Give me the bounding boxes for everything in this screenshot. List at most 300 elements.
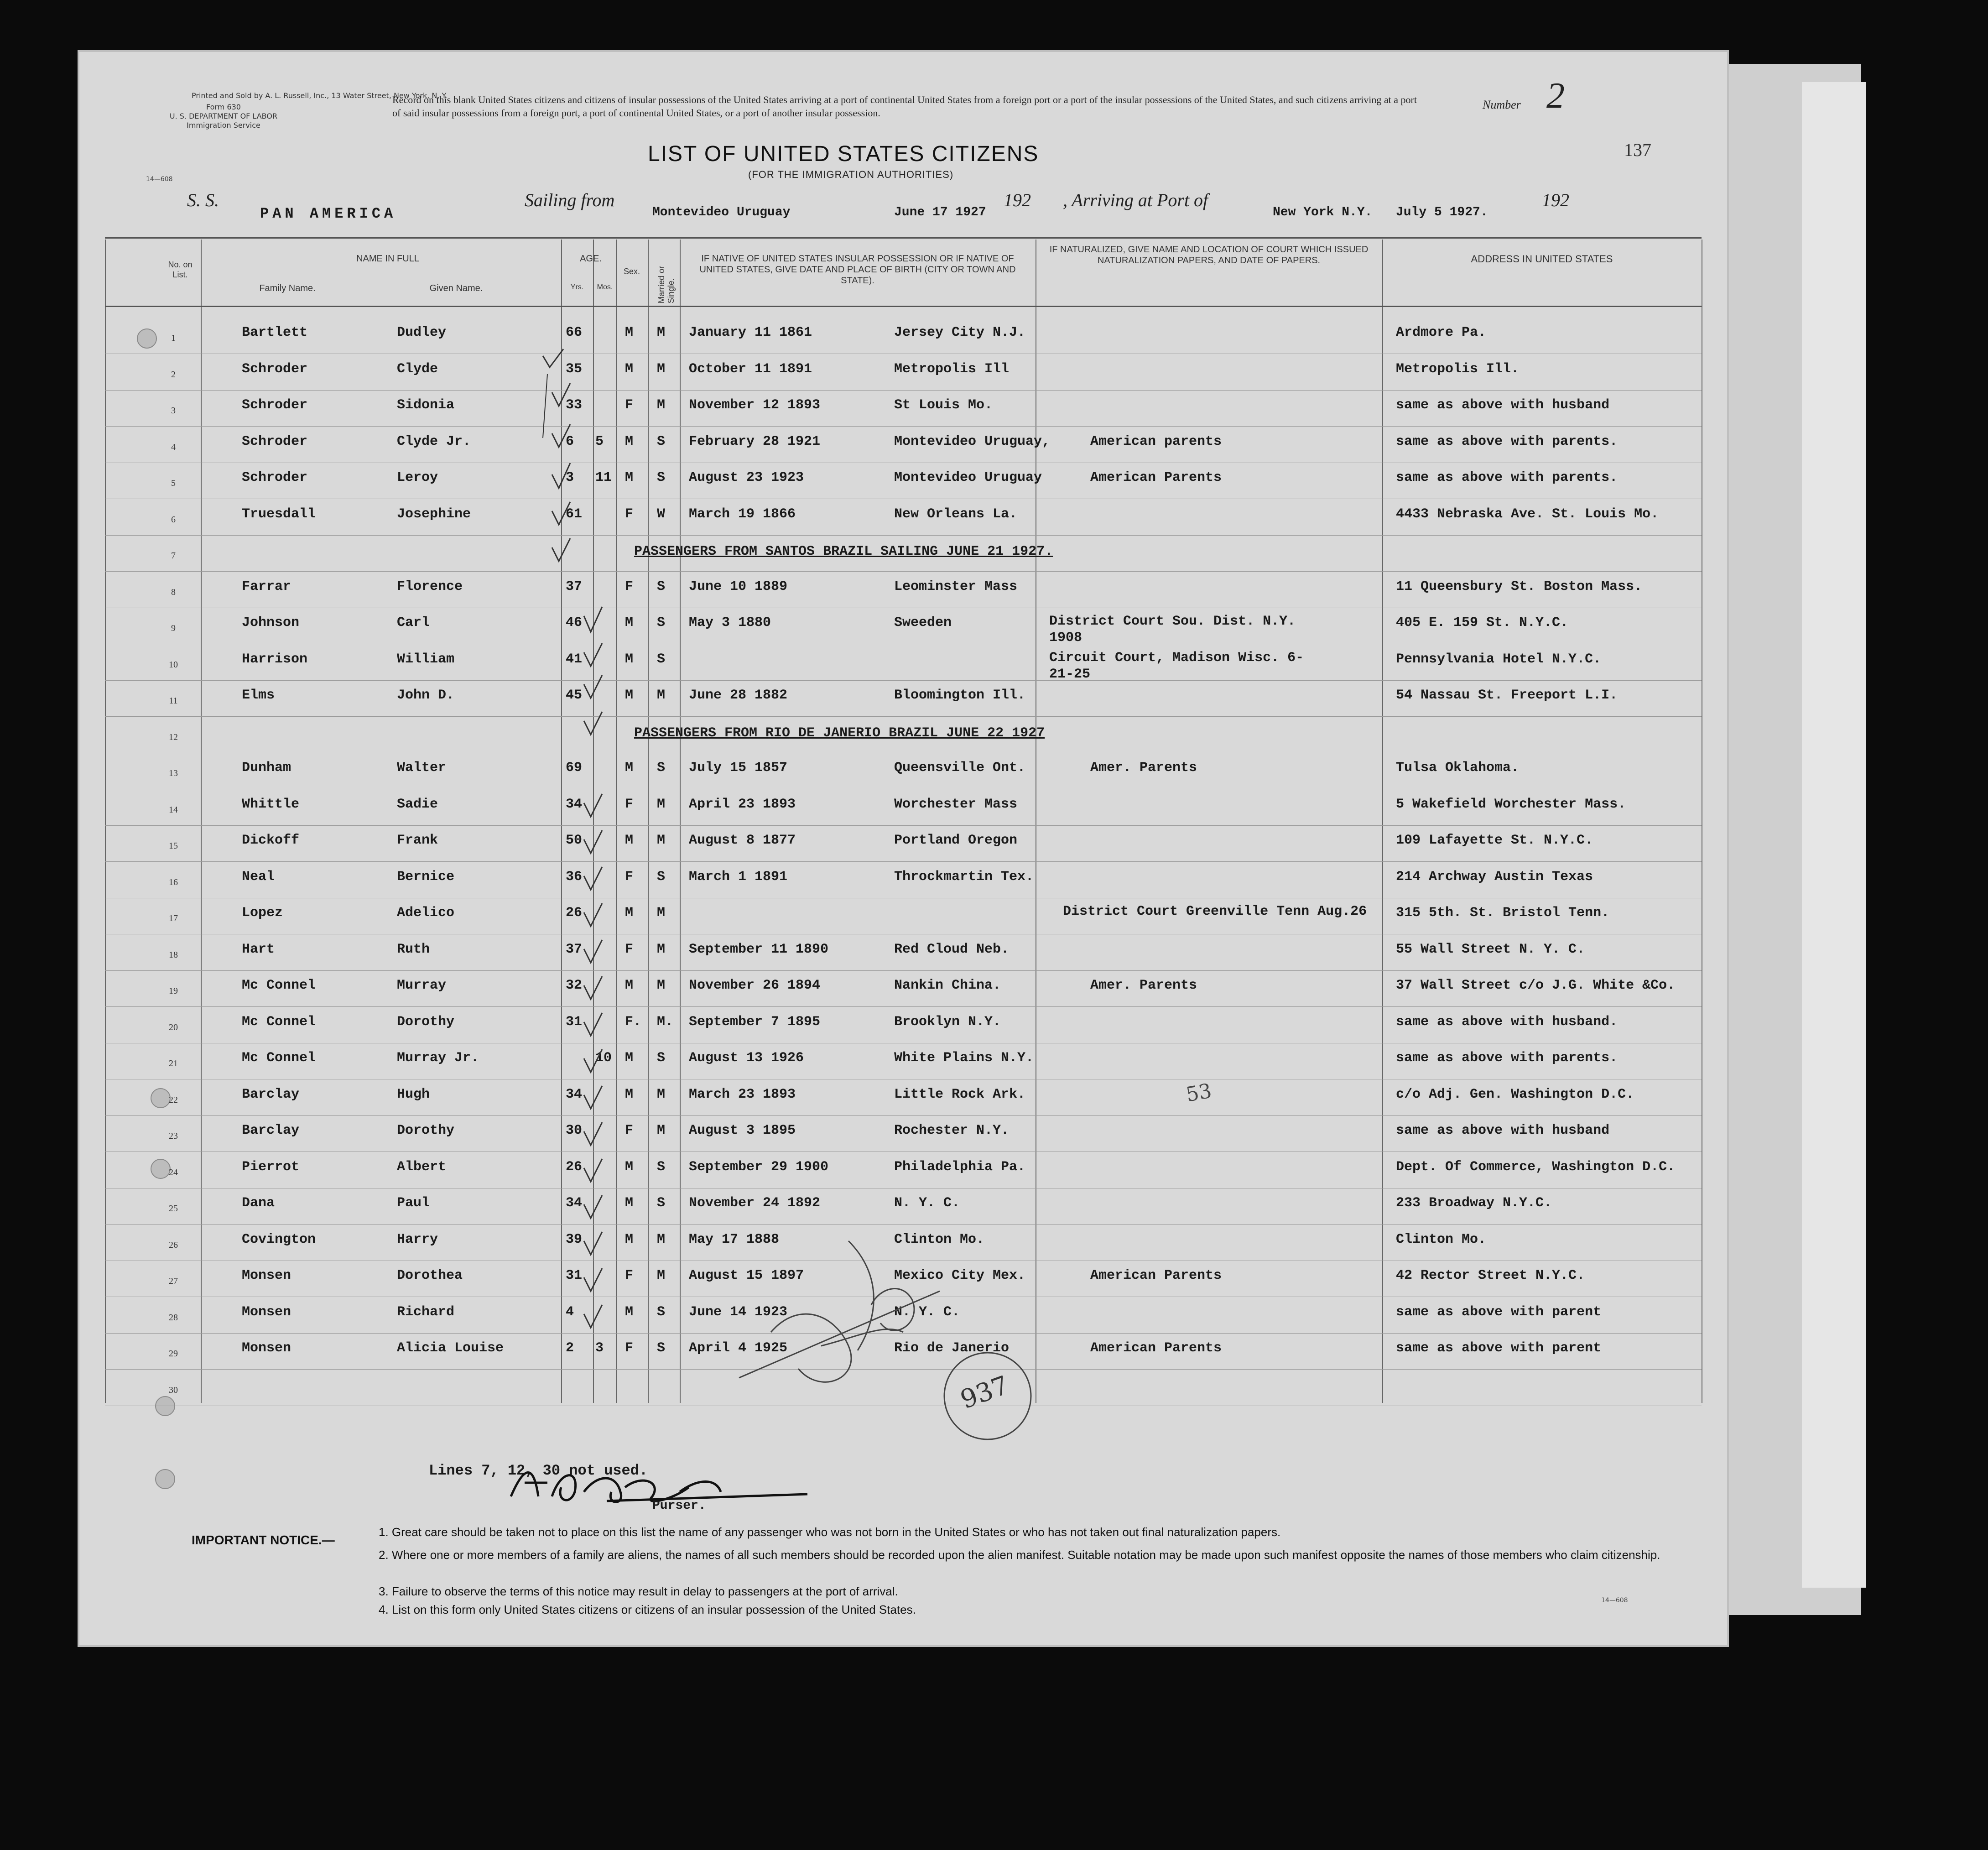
circled-note: 937 (957, 1370, 1013, 1415)
row-number: 22 (169, 1094, 178, 1105)
row-rule (105, 970, 1702, 971)
check-marks (538, 347, 630, 1360)
cell-address: Clinton Mo. (1396, 1231, 1487, 1247)
cell-ms: M (657, 1086, 666, 1102)
cell-given: Carl (397, 615, 430, 631)
cell-place: Philadelphia Pa. (894, 1159, 1026, 1175)
row-rule (105, 825, 1702, 826)
cell-note: Amer. Parents (1090, 760, 1197, 776)
cell-family: Farrar (242, 578, 291, 594)
cell-given: Sidonia (397, 397, 455, 413)
cell-sex: M (625, 1159, 634, 1175)
cell-address: 37 Wall Street c/o J.G. White &Co. (1396, 978, 1676, 993)
cell-ms: M (657, 833, 666, 848)
cell-sex: M (625, 615, 634, 631)
column-rule (201, 240, 202, 1403)
record-notice: Record on this blank United States citizens and citizens of insular possessions of the United States arriving at a port of continental United States from a foreign port or a port of the insular possessions of the United States, and such citizens arriving at a port of said insular possessions from a foreign port, a port of continental United States, or a port of another insular possession. (392, 94, 1417, 119)
cell-ms: M (657, 1123, 666, 1138)
cell-family: Lopez (242, 905, 283, 921)
cell-address: same as above with parents. (1396, 470, 1618, 485)
cell-place: N. Y. C. (894, 1195, 960, 1211)
row-number: 18 (169, 949, 178, 960)
cell-family: Schroder (242, 470, 308, 485)
cell-address: same as above with husband (1396, 1123, 1610, 1138)
column-header-rule (105, 306, 1702, 307)
col-family-name: Family Name. (259, 283, 316, 293)
cell-sex: M (625, 688, 634, 703)
row-number: 7 (171, 551, 176, 561)
cell-address: same as above with parents. (1396, 433, 1618, 449)
arrival-date: July 5 1927. (1396, 205, 1488, 219)
cell-sex: M (625, 433, 634, 449)
row-rule (105, 535, 1702, 536)
cell-sex: M (625, 1195, 634, 1211)
cell-address: same as above with parent (1396, 1340, 1602, 1356)
cell-yrs: 37 (566, 941, 583, 957)
row-number: 23 (169, 1131, 178, 1141)
row-number: 19 (169, 986, 178, 996)
cell-address: c/o Adj. Gen. Washington D.C. (1396, 1086, 1634, 1102)
cell-given: Frank (397, 833, 438, 848)
cell-sex: F (625, 941, 634, 957)
col-name-in-full: NAME IN FULL (356, 254, 419, 264)
cell-yrs: 6 (566, 433, 574, 449)
cell-sex: F (625, 1123, 634, 1138)
cell-sex: F (625, 578, 634, 594)
purser-label: Purser. (652, 1499, 706, 1513)
cell-given: Paul (397, 1195, 430, 1211)
cell-ms: S (657, 1050, 666, 1066)
row-rule (105, 1224, 1702, 1225)
form-info (155, 103, 292, 130)
punch-hole (137, 328, 157, 349)
cell-date: October 11 1891 (689, 361, 812, 377)
cell-yrs: 3 (566, 470, 574, 485)
cell-family: Schroder (242, 397, 308, 413)
cell-yrs: 41 (566, 651, 583, 667)
cell-ms: M. (657, 1014, 674, 1030)
cell-place: Red Cloud Neb. (894, 941, 1010, 957)
cell-yrs: 26 (566, 1159, 583, 1175)
cell-date: April 23 1893 (689, 796, 796, 812)
row-number: 5 (171, 478, 176, 488)
cell-family: Schroder (242, 361, 308, 377)
cell-naturalization: Circuit Court, Madison Wisc. 6-21-25 (1049, 650, 1304, 682)
cell-address: 214 Archway Austin Texas (1396, 869, 1593, 885)
cell-given: Leroy (397, 470, 438, 485)
cell-address: 42 Rector Street N.Y.C. (1396, 1268, 1585, 1283)
cell-ms: S (657, 869, 666, 885)
row-number: 12 (169, 732, 178, 742)
cell-address: 55 Wall Street N. Y. C. (1396, 941, 1585, 957)
cell-family: Schroder (242, 433, 308, 449)
cell-address: 315 5th. St. Bristol Tenn. (1396, 905, 1610, 921)
sailing-date: June 17 1927 (894, 205, 986, 219)
row-number: 27 (169, 1276, 178, 1286)
cell-family: Mc Connel (242, 978, 316, 993)
cell-date: November 26 1894 (689, 978, 821, 993)
cell-yrs: 34 (566, 796, 583, 812)
cell-ms: M (657, 325, 666, 340)
cell-family: Truesdall (242, 506, 316, 522)
row-number: 14 (169, 804, 178, 815)
cell-address: same as above with parent (1396, 1304, 1602, 1320)
cell-ms: M (657, 688, 666, 703)
punch-hole (155, 1396, 175, 1416)
cell-ms: M (657, 361, 666, 377)
important-notice-label: IMPORTANT NOTICE.— (192, 1533, 335, 1547)
cell-given: Clyde (397, 361, 438, 377)
cell-given: Sadie (397, 796, 438, 812)
cell-place: Mexico City Mex. (894, 1268, 1026, 1283)
cell-given: Richard (397, 1304, 455, 1320)
cell-place: Montevideo Uruguay, (894, 433, 1051, 449)
column-rule (648, 240, 649, 1403)
cell-place: Montevideo Uruguay (894, 470, 1042, 485)
cell-given: Josephine (397, 506, 471, 522)
cell-place: Nankin China. (894, 978, 1001, 993)
cell-given: Adelico (397, 905, 455, 921)
cell-family: Covington (242, 1231, 316, 1247)
cell-ms: S (657, 470, 666, 485)
cell-yrs: 61 (566, 506, 583, 522)
cell-date: August 8 1877 (689, 833, 796, 848)
col-birth: IF NATIVE OF UNITED STATES INSULAR POSSESSION OR IF NATIVE OF UNITED STATES, GIVE DATE AND PLACE OF BIRTH (CITY OR TOWN AND STATE). (699, 254, 1016, 286)
row-number: 25 (169, 1204, 178, 1214)
col-married-single: Married or Single. (657, 266, 676, 303)
row-rule (105, 426, 1702, 427)
row-number: 11 (169, 696, 178, 706)
cell-sex: F (625, 796, 634, 812)
cell-sex: F (625, 1340, 634, 1356)
cell-note: American Parents (1090, 1268, 1222, 1283)
cell-given: Bernice (397, 869, 455, 885)
punch-hole (155, 1469, 175, 1489)
number-label: Number (1483, 98, 1521, 111)
row-number: 28 (169, 1312, 178, 1323)
cell-address: Tulsa Oklahoma. (1396, 760, 1520, 776)
cell-sex: M (625, 1086, 634, 1102)
cell-given: Clyde Jr. (397, 433, 471, 449)
cell-naturalization: District Court Greenville Tenn Aug.26 (1063, 904, 1367, 919)
column-rule (1382, 240, 1383, 1403)
printer-credit: Printed and Sold by A. L. Russell, Inc., 13 Water Street, New York, N. Y. (192, 91, 448, 100)
cell-sex: M (625, 978, 634, 993)
cell-yrs: 66 (566, 325, 583, 340)
cell-family: Hart (242, 941, 275, 957)
cell-family: Mc Connel (242, 1050, 316, 1066)
cell-given: Dudley (397, 325, 447, 340)
row-number: 10 (169, 659, 178, 670)
cell-ms: S (657, 578, 666, 594)
cell-date: August 23 1923 (689, 470, 804, 485)
cell-given: Ruth (397, 941, 430, 957)
section-header: PASSENGERS FROM RIO DE JANERIO BRAZIL JUNE 22 1927 (634, 725, 1045, 741)
cell-place: New Orleans La. (894, 506, 1018, 522)
cell-ms: M (657, 941, 666, 957)
cell-ms: W (657, 506, 666, 522)
ship-name: PAN AMERICA (260, 205, 397, 222)
cell-address: 233 Broadway N.Y.C. (1396, 1195, 1552, 1211)
number-value: 2 (1546, 76, 1565, 116)
cell-sex: F (625, 397, 634, 413)
cell-place: Bloomington Ill. (894, 688, 1026, 703)
col-naturalized: IF NATURALIZED, GIVE NAME AND LOCATION OF COURT WHICH ISSUED NATURALIZATION PAPERS, AND DATE OF PAPERS. (1049, 245, 1369, 266)
cell-address: 4433 Nebraska Ave. St. Louis Mo. (1396, 506, 1659, 522)
col-yrs: Yrs. (570, 283, 584, 291)
lines-not-used-note: Lines 7, 12, 30 not used. (429, 1462, 648, 1479)
cell-date: June 28 1882 (689, 688, 788, 703)
cell-address: same as above with husband. (1396, 1014, 1618, 1030)
cell-ms: S (657, 1195, 666, 1211)
cell-place: Worchester Mass (894, 796, 1018, 812)
cell-family: Dickoff (242, 833, 300, 848)
cell-sex: M (625, 760, 634, 776)
row-rule (105, 571, 1702, 572)
row-rule (105, 390, 1702, 391)
row-rule (105, 1115, 1702, 1116)
handwritten-signature-scrawl (730, 1232, 1095, 1460)
cell-yrs: 39 (566, 1231, 583, 1247)
cell-note: American Parents (1090, 470, 1222, 485)
cell-sex: F (625, 1268, 634, 1283)
cell-ms: S (657, 1159, 666, 1175)
cell-family: Mc Connel (242, 1014, 316, 1030)
cell-date: January 11 1861 (689, 325, 812, 340)
cell-place: Rio de Janerio (894, 1340, 1010, 1356)
header-rule (105, 237, 1702, 239)
cell-mos: 3 (595, 1340, 604, 1356)
cell-family: Monsen (242, 1304, 291, 1320)
cell-yrs: 2 (566, 1340, 574, 1356)
cell-address: Ardmore Pa. (1396, 325, 1487, 340)
cell-date: February 28 1921 (689, 433, 821, 449)
cell-sex: M (625, 1304, 634, 1320)
cell-sex: M (625, 325, 634, 340)
cell-sex: M (625, 833, 634, 848)
cell-yrs: 37 (566, 578, 583, 594)
row-number: 9 (171, 623, 176, 633)
cell-sex: M (625, 1050, 634, 1066)
row-rule (105, 716, 1702, 717)
cell-date: August 13 1926 (689, 1050, 804, 1066)
cell-family: Elms (242, 688, 275, 703)
underlying-page-edge (1802, 82, 1866, 1588)
sailing-from: Montevideo Uruguay (652, 205, 791, 219)
cell-address: Pennsylvania Hotel N.Y.C. (1396, 651, 1602, 667)
margin-number: 53 (1184, 1079, 1214, 1107)
cell-place: Throckmartin Tex. (894, 869, 1034, 885)
cell-yrs: 45 (566, 688, 583, 703)
cell-given: William (397, 651, 455, 667)
cell-date: June 10 1889 (689, 578, 788, 594)
cell-place: Portland Oregon (894, 833, 1018, 848)
row-number: 24 (169, 1167, 178, 1178)
row-number: 26 (169, 1240, 178, 1250)
cell-ms: S (657, 433, 666, 449)
page-subtitle: (FOR THE IMMIGRATION AUTHORITIES) (748, 169, 954, 180)
section-header: PASSENGERS FROM SANTOS BRAZIL SAILING JUNE 21 1927. (634, 544, 1053, 559)
cell-family: Dana (242, 1195, 275, 1211)
cell-date: May 3 1880 (689, 615, 771, 631)
col-given-name: Given Name. (429, 283, 483, 293)
sailing-label: Sailing from (525, 190, 615, 210)
row-rule (105, 680, 1702, 681)
cell-given: Murray (397, 978, 447, 993)
form-code-top: 14—608 (146, 176, 173, 183)
cell-family: Pierrot (242, 1159, 300, 1175)
cell-yrs: 31 (566, 1014, 583, 1030)
cell-place: Little Rock Ark. (894, 1086, 1026, 1102)
cell-place: St Louis Mo. (894, 397, 993, 413)
notice-item-1: 1. Great care should be taken not to place on this list the name of any passenger who was not born in the United States or who has not taken out final naturalization papers. (379, 1525, 1281, 1539)
cell-place: Sweeden (894, 615, 952, 631)
cell-given: Florence (397, 578, 463, 594)
cell-date: September 29 1900 (689, 1159, 829, 1175)
cell-note: Amer. Parents (1090, 978, 1197, 993)
year-label-2: 192 (1542, 190, 1569, 210)
row-number: 13 (169, 768, 178, 778)
cell-yrs: 33 (566, 397, 583, 413)
cell-date: September 7 1895 (689, 1014, 821, 1030)
cell-ms: M (657, 1268, 666, 1283)
cell-place: Brooklyn N.Y. (894, 1014, 1001, 1030)
cell-note: American parents (1090, 433, 1222, 449)
cell-yrs: 26 (566, 905, 583, 921)
cell-note: American Parents (1090, 1340, 1222, 1356)
cell-address: 54 Nassau St. Freeport L.I. (1396, 688, 1618, 703)
cell-sex: M (625, 905, 634, 921)
cell-ms: S (657, 615, 666, 631)
row-rule (105, 861, 1702, 862)
row-number: 3 (171, 406, 176, 416)
page-title: LIST OF UNITED STATES CITIZENS (648, 142, 1039, 166)
cell-yrs: 35 (566, 361, 583, 377)
department-label: U. S. DEPARTMENT OF LABOR (169, 112, 278, 120)
cell-date: May 17 1888 (689, 1231, 780, 1247)
cell-given: Dorothea (397, 1268, 463, 1283)
cell-yrs: 34 (566, 1086, 583, 1102)
cell-place: Jersey City N.J. (894, 325, 1026, 340)
cell-address: 5 Wakefield Worchester Mass. (1396, 796, 1626, 812)
cell-mos: 10 (595, 1050, 612, 1066)
row-number: 16 (169, 877, 178, 887)
col-mos: Mos. (597, 283, 613, 291)
cell-date: March 1 1891 (689, 869, 788, 885)
cell-address: 109 Lafayette St. N.Y.C. (1396, 833, 1593, 848)
cell-date: September 11 1890 (689, 941, 829, 957)
cell-ms: S (657, 1304, 666, 1320)
cell-date: June 14 1923 (689, 1304, 788, 1320)
cell-place: Queensville Ont. (894, 760, 1026, 776)
cell-date: April 4 1925 (689, 1340, 788, 1356)
cell-sex: F (625, 869, 634, 885)
row-number: 30 (169, 1385, 178, 1395)
cell-date: November 24 1892 (689, 1195, 821, 1211)
cell-given: Alicia Louise (397, 1340, 504, 1356)
cell-sex: F. (625, 1014, 642, 1030)
cell-sex: M (625, 361, 634, 377)
notice-item-2: 2. Where one or more members of a family are aliens, the names of all such members should be recorded upon the alien manifest. Suitable notation may be made upon such manifest opposite the names of those members who claim citizenship. (379, 1548, 1660, 1562)
cell-given: Harry (397, 1231, 438, 1247)
cell-date: March 23 1893 (689, 1086, 796, 1102)
cell-family: Monsen (242, 1340, 291, 1356)
row-number: 29 (169, 1349, 178, 1359)
cell-place: Metropolis Ill (894, 361, 1010, 377)
cell-ms: S (657, 760, 666, 776)
cell-date: March 19 1866 (689, 506, 796, 522)
row-number: 2 (171, 369, 176, 380)
cell-address: 11 Queensbury St. Boston Mass. (1396, 578, 1643, 594)
cell-date: August 3 1895 (689, 1123, 796, 1138)
cell-sex: F (625, 506, 634, 522)
cell-yrs: 50 (566, 833, 583, 848)
row-number: 6 (171, 514, 176, 525)
cell-yrs: 69 (566, 760, 583, 776)
cell-family: Bartlett (242, 325, 308, 340)
column-rule (680, 240, 681, 1403)
cell-family: Barclay (242, 1086, 300, 1102)
cell-address: same as above with husband (1396, 397, 1610, 413)
cell-yrs: 34 (566, 1195, 583, 1211)
cell-address: same as above with parents. (1396, 1050, 1618, 1066)
row-number: 17 (169, 913, 178, 923)
cell-yrs: 46 (566, 615, 583, 631)
cell-yrs: 30 (566, 1123, 583, 1138)
cell-place: Leominster Mass (894, 578, 1018, 594)
cell-sex: M (625, 1231, 634, 1247)
cell-ms: M (657, 905, 666, 921)
cell-place: N. Y. C. (894, 1304, 960, 1320)
col-sex: Sex. (623, 267, 640, 276)
row-number: 4 (171, 442, 176, 452)
cell-given: Dorothy (397, 1014, 455, 1030)
cell-ms: M (657, 1231, 666, 1247)
cell-ms: M (657, 796, 666, 812)
cell-family: Dunham (242, 760, 291, 776)
notice-item-3: 3. Failure to observe the terms of this notice may result in delay to passengers at the port of arrival. (379, 1584, 898, 1598)
cell-yrs: 31 (566, 1268, 583, 1283)
col-address: ADDRESS IN UNITED STATES (1471, 253, 1613, 265)
row-rule (105, 1006, 1702, 1007)
cell-address: Metropolis Ill. (1396, 361, 1520, 377)
cell-naturalization: District Court Sou. Dist. N.Y. 1908 (1049, 614, 1296, 646)
cell-family: Johnson (242, 615, 300, 631)
arriving-label: , Arriving at Port of (1063, 190, 1208, 210)
row-number: 20 (169, 1022, 178, 1032)
cell-ms: M (657, 397, 666, 413)
page-number: 137 (1624, 140, 1651, 160)
cell-family: Monsen (242, 1268, 291, 1283)
cell-family: Harrison (242, 651, 308, 667)
cell-given: Hugh (397, 1086, 430, 1102)
form-label: Form 630 (206, 103, 241, 111)
row-number: 8 (171, 587, 176, 597)
notice-item-4: 4. List on this form only United States citizens or citizens of an insular possession of the United States. (379, 1603, 916, 1616)
cell-date: August 15 1897 (689, 1268, 804, 1283)
col-age: AGE. (580, 254, 602, 264)
row-number: 21 (169, 1058, 178, 1068)
cell-yrs: 32 (566, 978, 583, 993)
cell-ms: M (657, 978, 666, 993)
cell-mos: 11 (595, 470, 612, 485)
cell-sex: M (625, 651, 634, 667)
col-no-on-list: No. on List. (168, 260, 193, 279)
cell-address: Dept. Of Commerce, Washington D.C. (1396, 1159, 1676, 1175)
cell-place: White Plains N.Y. (894, 1050, 1034, 1066)
arriving-port: New York N.Y. (1273, 205, 1373, 219)
form-code-bottom: 14—608 (1601, 1597, 1628, 1604)
